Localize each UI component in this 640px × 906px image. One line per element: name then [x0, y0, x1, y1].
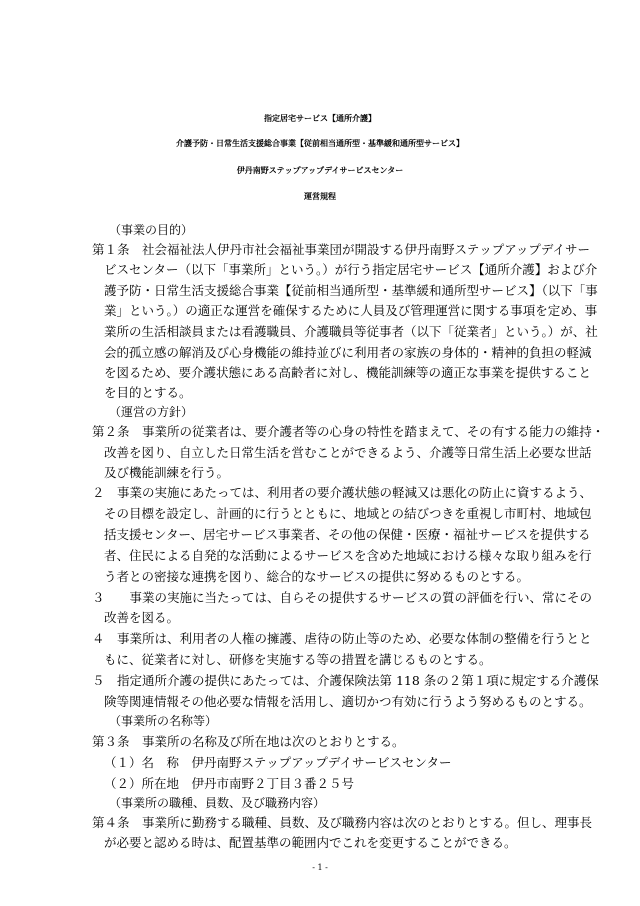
article-2-para-5-line: ５ 指定通所介護の提供にあたっては、介護保険法第 118 条の２第１項に規定する介護保	[92, 673, 599, 688]
article-2-para-5-line: 険等関連情報その他必要な情報を活用し、適切かつ有効に行うよう努めるものとする。	[104, 694, 592, 709]
section-heading-name: （事業所の名称等）	[109, 714, 218, 728]
facility-address-item: （２）所在地 伊丹市南野２丁目３番２５号	[104, 776, 355, 791]
article-2-line: 第２条 事業所の従業者は、要介護者等の心身の特性を踏まえて、その有する能力の維持・	[92, 424, 605, 439]
article-2-para-4-line: ４ 事業所は、利用者の人権の擁護、虐待の防止等のため、必要な体制の整備を行うとと	[92, 631, 592, 646]
section-heading-policy: （運営の方針）	[109, 405, 194, 419]
article-1-line: 護予防・日常生活支援総合事業【従前相当通所型・基準緩和通所型サービス】（以下「事	[104, 283, 598, 298]
article-2-para-2-line: その目標を設定し、計画的に行うとともに、地域との結びつきを重視し市町村、地域包	[104, 506, 592, 521]
article-4-line: が必要と認める時は、配置基準の範囲内でこれを変更することができる。	[104, 835, 517, 850]
page-number: - 1 -	[312, 863, 328, 872]
facility-name: 伊丹南野ステップアップデイサービスセンター	[236, 165, 404, 175]
article-4-line: 第４条 事業所に勤務する職種、員数、及び職務内容は次のとおりとする。但し、理事長	[92, 815, 593, 830]
article-1-line: 第１条 社会福祉法人伊丹市社会福祉事業団が開設する伊丹南野ステップアップデイサー	[92, 242, 591, 257]
header-line-program: 介護予防・日常生活支援総合事業【従前相当通所型・基準緩和通所型サービス】	[176, 138, 464, 148]
article-2-line: 及び機能訓練を行う。	[104, 465, 230, 480]
facility-name-item: （１）名 称 伊丹南野ステップアップデイサービスセンター	[104, 755, 452, 770]
article-1-line: を図るため、要介護状態にある高齢者に対し、機能訓練等の適正な事業を提供すること	[104, 365, 592, 380]
document-title: 運営規程	[304, 191, 336, 201]
article-2-para-2-line: 括支援センター、居宅サービス事業者、その他の保健・医療・福祉サービスを提供する	[104, 527, 591, 542]
article-2-para-4-line: もに、従業者に対し、研修を実施する等の措置を講じるものとする。	[104, 652, 492, 667]
article-1-line: ビスセンター（以下「事業所」という。）が行う指定居宅サービス【通所介護】および介	[104, 262, 598, 277]
article-1-line: 業」という。）の適正な運営を確保するために人員及び管理運営に関する事項を定め、事	[104, 303, 598, 318]
article-2-para-2-line: ２ 事業の実施にあたっては、利用者の要介護状態の軽減又は悪化の防止に資するよう、	[92, 485, 593, 500]
header-line-service: 指定居宅サービス【通所介護】	[264, 113, 376, 123]
article-2-line: 改善を図り、自立した日常生活を営むことができるよう、介護等日常生活上必要な世話	[104, 445, 592, 460]
section-heading-staff: （事業所の職種、員数、及び職務内容）	[109, 796, 326, 810]
article-1-line: 業所の生活相談員または看護職員、介護職員等従事者（以下「従業者」という。）が、社	[104, 324, 598, 339]
article-2-para-2-line: う者との密接な連携を図り、総合的なサービスの提供に努めるものとする。	[104, 569, 530, 584]
article-1-line: 会的孤立感の解消及び心身機能の維持並びに利用者の家族の身体的・精神的負担の軽減	[104, 345, 592, 360]
article-2-para-3-line: ３ 事業の実施に当たっては、自らその提供するサービスの質の評価を行い、常にその	[92, 590, 593, 605]
article-1-line: を目的とする。	[104, 385, 192, 400]
section-heading-purpose: （事業の目的）	[109, 223, 194, 237]
article-2-para-2-line: 者、住民による自発的な活動によるサービスを含めた地域における様々な取り組みを行	[104, 548, 592, 563]
article-2-para-3-line: 改善を図る。	[104, 610, 180, 625]
article-3-line: 第３条 事業所の名称及び所在地は次のとおりとする。	[92, 734, 405, 749]
